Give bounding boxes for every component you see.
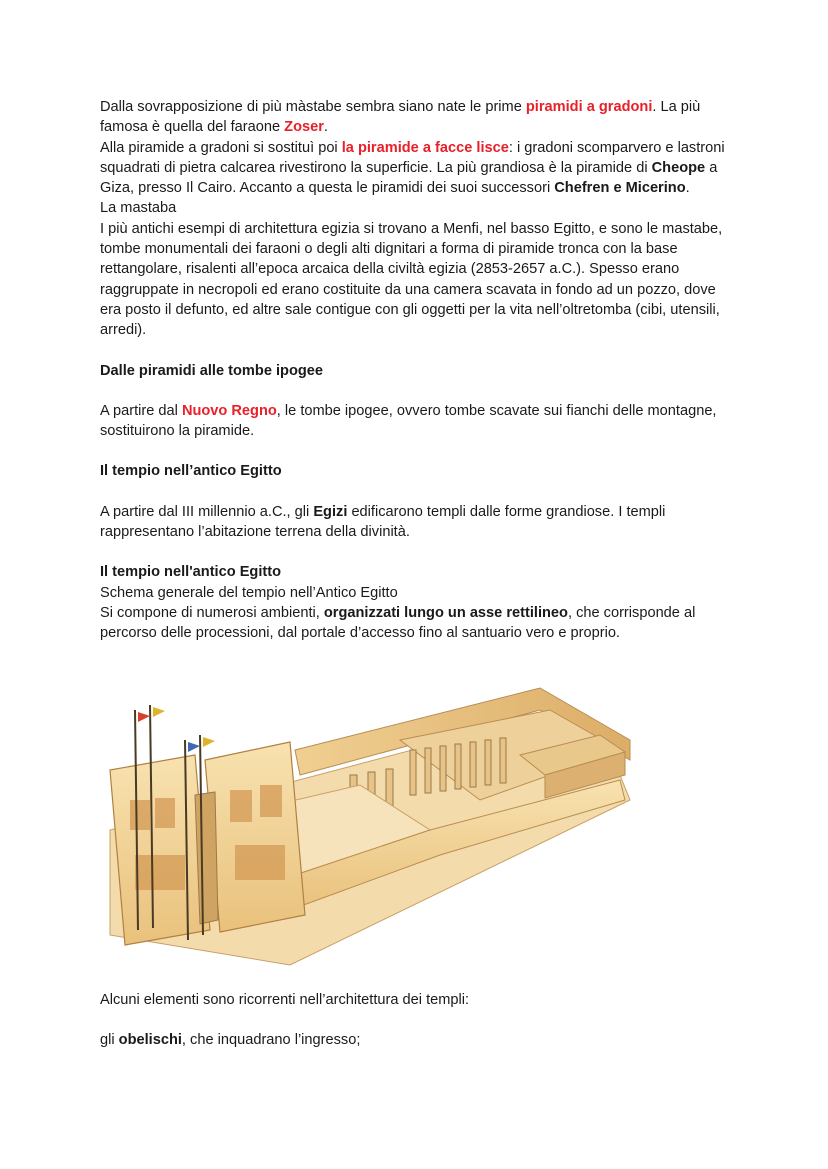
term-egizi: Egizi — [313, 503, 348, 520]
subheading-mastaba: La mastaba — [100, 200, 177, 217]
term-asse-rettilineo: organizzati lungo un asse rettilineo — [323, 604, 568, 621]
term-smooth-pyramid: la piramide a facce lisce — [341, 139, 509, 156]
paragraph-asse: Si compone di numerosi ambienti, organizzati lungo un asse rettilineo, che corrisponde al percorso delle processioni, dal portale d’accesso fino al santuario vero e proprio. — [100, 604, 696, 642]
term-chefren-micerino: Chefren e Micerino — [554, 180, 686, 197]
term-obelischi: obelischi — [118, 1032, 182, 1049]
paragraph-nuovo-regno: A partire dal Nuovo Regno, le tombe ipogee, ovvero tombe scavate sui fianchi delle montagne, sostituirono la piramide. — [100, 402, 717, 440]
heading-tempio-2: Il tempio nell'antico Egitto — [100, 564, 282, 581]
paragraph-smooth-pyramids: Alla piramide a gradoni si sostituì poi la piramide a facce lisce: i gradoni scomparvero e lastroni squadrati di pietra calcarea rivestirono la superficie. La più grandiosa è la piramide di Cheope a Giza, presso Il Cairo. Accanto a questa le piramidi dei suoi successori Chefren e Micerino. — [100, 139, 725, 197]
document-tail — [100, 990, 740, 1051]
heading-tombe-ipogee: Dalle piramidi alle tombe ipogee — [100, 362, 324, 379]
paragraph-stepped-pyramids: Dalla sovrapposizione di più màstabe sembra siano nate le prime piramidi a gradoni. La più famosa è quella del faraone Zoser. — [100, 99, 701, 136]
temple-illustration — [100, 680, 635, 980]
document-body — [100, 97, 740, 644]
heading-tempio-1: Il tempio nell’antico Egitto — [100, 463, 282, 480]
term-stepped-pyramids: piramidi a gradoni — [525, 99, 653, 115]
paragraph-obelischi: gli obelischi, che inquadrano l’ingresso; — [100, 1032, 361, 1049]
paragraph-mastaba: I più antichi esempi di architettura egizia si trovano a Menfi, nel basso Egitto, e sono le mastabe, tombe monumentali dei faraoni o degli alti dignitari a forma di piramide tronca con la base rettangolare, risalenti all’epoca arcaica della civiltà egizia (2853-2657 a.C.). Spesso erano raggruppate in necropoli ed erano costituite da una camera scavata in fondo ad un pozzo, dove era posto il defunto, ed altre sale contigue con gli oggetti per la vita nell’oltretomba (cibi, utensili, arredi). — [100, 220, 723, 339]
term-nuovo-regno: Nuovo Regno — [181, 402, 277, 419]
term-zoser: Zoser — [284, 119, 324, 136]
paragraph-templi: A partire dal III millennio a.C., gli Egizi edificarono templi dalle forme grandiose. I templi rappresentano l’abitazione terrena della divinità. — [100, 503, 666, 541]
paragraph-elementi: Alcuni elementi sono ricorrenti nell’architettura dei templi: — [100, 992, 470, 1008]
subheading-schema: Schema generale del tempio nell’Antico Egitto — [100, 584, 398, 601]
term-cheope: Cheope — [651, 159, 706, 176]
temple-drawing — [100, 680, 635, 980]
